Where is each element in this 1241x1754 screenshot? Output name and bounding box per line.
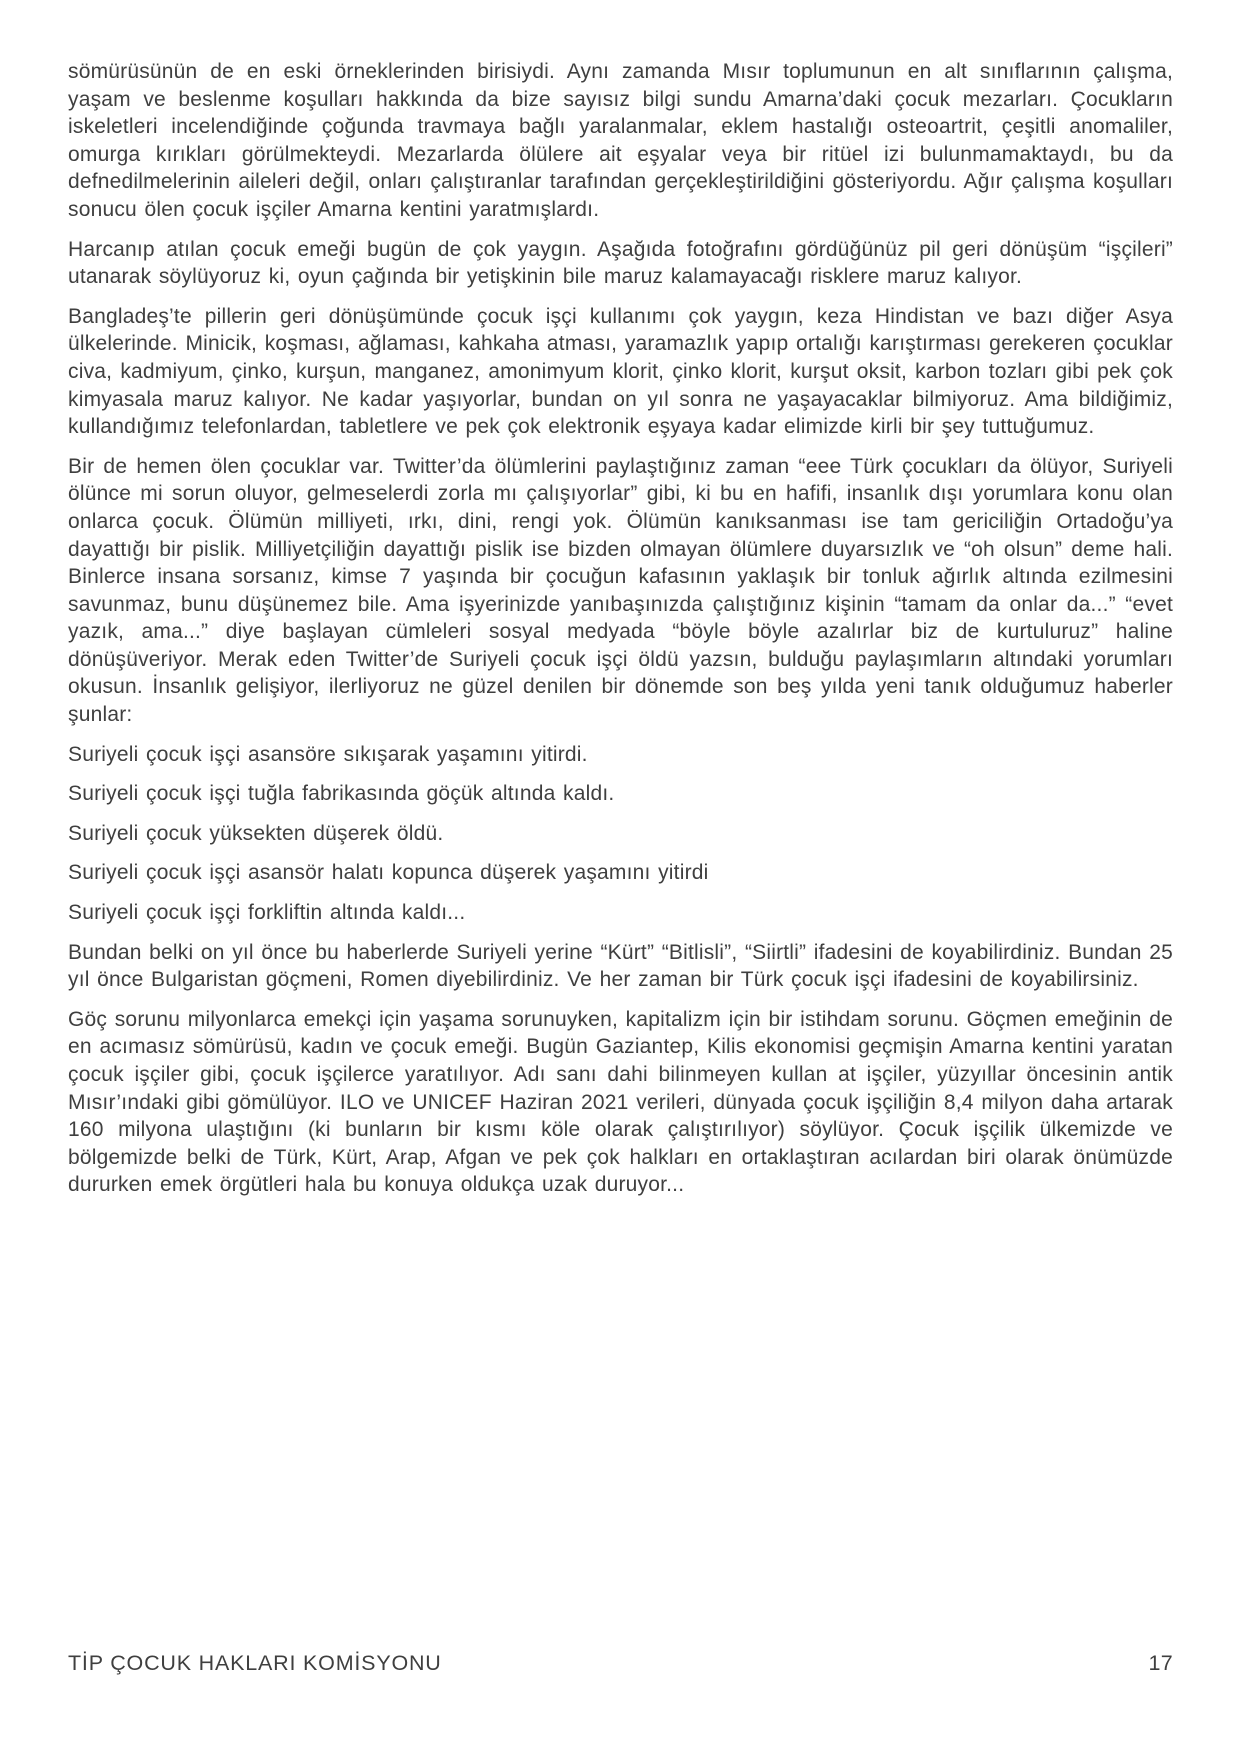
- body-paragraph: Bundan belki on yıl önce bu haberlerde Suriyeli yerine “Kürt” “Bitlisli”, “Siirtli” ifadesini de koyabilirdiniz. Bundan 25 yıl önce Bulgaristan göçmeni, Romen diyebilirdiniz. Ve her zaman bir Türk çocuk işçi ifadesini de koyabilirsiniz.: [68, 940, 1173, 992]
- footer-page-number: 17: [1148, 1651, 1173, 1675]
- body-paragraph: Suriyeli çocuk işçi asansöre sıkışarak yaşamını yitirdi.: [68, 742, 588, 766]
- body-paragraph: Suriyeli çocuk işçi forkliftin altında kaldı...: [68, 901, 466, 925]
- body-paragraph: Bir de hemen ölen çocuklar var. Twitter’da ölümlerini paylaştığınız zaman “eee Türk çocukları da ölüyor, Suriyeli ölünce mi sorun oluyor, gelmeselerdi zorla mı çalışıyorlar” gibi, ki bu en hafifi, insanlık dışı yorumlara konu olan onlarca çocuk. Ölümün milliyeti, ırkı, dini, rengi yok. Ölümün kanıksanması ise tam gericiliğin Ortadoğu’ya dayattığı bir pislik. Milliyetçiliğin dayattığı pislik ise bizden olmayan ölümlere duyarsızlık ve “oh olsun” deme hali. Binlerce insana sorsanız, kimse 7 yaşında bir çocuğun kafasının yaklaşık bir tonluk ağırlık altında ezilmesini savunmaz, bunu düşünemez bile. Ama işyerinizde yanıbaşınızda çalıştığınız kişinin “tamam da onlar da...” “evet yazık, ama...” diye başlayan cümleleri sosyal medyada “böyle böyle azalırlar biz de kurtuluruz” haline dönüşüveriyor. Merak eden Twitter’de Suriyeli çocuk işçi öldü yazsın, bulduğu paylaşımların altındaki yorumları okusun. İnsanlık gelişiyor, ilerliyoruz ne güzel denilen bir dönemde son beş yılda yeni tanık olduğumuz haberler şunlar:: [68, 454, 1173, 727]
- body-paragraph: Suriyeli çocuk yüksekten düşerek öldü.: [68, 821, 444, 845]
- footer-running-title: TİP ÇOCUK HAKLARI KOMİSYONU: [68, 1651, 442, 1675]
- body-paragraph: Suriyeli çocuk işçi asansör halatı kopunca düşerek yaşamını yitirdi: [68, 861, 709, 885]
- body-paragraph: Suriyeli çocuk işçi tuğla fabrikasında göçük altında kaldı.: [68, 782, 615, 806]
- body-paragraph: Harcanıp atılan çocuk emeği bugün de çok yaygın. Aşağıda fotoğrafını gördüğünüz pil geri dönüşüm “işçileri” utanarak söylüyoruz ki, oyun çağında bir yetişkinin bile maruz kalamayacağı risklere maruz kalıyor.: [68, 237, 1173, 289]
- body-paragraph: Göç sorunu milyonlarca emekçi için yaşama sorunuyken, kapitalizm için bir istihdam sorunu. Göçmen emeğinin de en acımasız sömürüsü, kadın ve çocuk emeği. Bugün Gaziantep, Kilis ekonomisi geçmişin Amarna kentini yaratan çocuk işçiler gibi, çocuk işçilerce yaratılıyor. Adı sanı dahi bilinmeyen kullan at işçiler, yüzyıllar öncesinin antik Mısır’ındaki gibi gömülüyor. ILO ve UNICEF Haziran 2021 verileri, dünyada çocuk işçiliğin 8,4 milyon daha artarak 160 milyona ulaştığını (ki bunların bir kısmı köle olarak çalıştırılıyor) söylüyor. Çocuk işçilik ülkemizde ve bölgemizde belki de Türk, Kürt, Arap, Afgan ve pek çok halkları en ortaklaştıran acılardan biri olarak önümüzde dururken emek örgütleri hala bu konuya oldukça uzak duruyor...: [68, 1007, 1173, 1197]
- page-footer: [68, 1651, 1173, 1676]
- body-paragraph: sömürüsünün de en eski örneklerinden birisiydi. Aynı zamanda Mısır toplumunun en alt sınıflarının çalışma, yaşam ve beslenme koşulları hakkında da bize sayısız bilgi sundu Amarna’daki çocuk mezarları. Çocukların iskeletleri incelendiğinde çoğunda travmaya bağlı yaralanmalar, eklem hastalığı osteoartrit, çeşitli anomaliler, omurga kırıkları görülmekteydi. Mezarlarda ölülere ait eşyalar veya bir ritüel izi bulunmamaktaydı, bu da defnedilmelerinin aileleri değil, onları çalıştıranlar tarafından gerçekleştirildiğini gösteriyordu. Ağır çalışma koşulları sonucu ölen çocuk işçiler Amarna kentini yaratmışlardı.: [68, 60, 1173, 221]
- body-text-column: [68, 58, 1173, 1199]
- body-paragraph: Bangladeş’te pillerin geri dönüşümünde çocuk işçi kullanımı çok yaygın, keza Hindistan ve bazı diğer Asya ülkelerinde. Minicik, koşması, ağlaması, kahkaha atması, yaramazlık yapıp ortalığı karıştırması gerekeren çocuklar civa, kadmiyum, çinko, kurşun, manganez, amonimyum klorit, çinko klorit, kurşut oksit, karbon tozları gibi pek çok kimyasala maruz kalıyor. Ne kadar yaşıyorlar, bundan on yıl sonra ne yaşayacaklar bilmiyoruz. Ama bildiğimiz, kullandığımız telefonlardan, tabletlere ve pek çok elektronik eşyaya kadar elimizde kirli bir şey tuttuğumuz.: [68, 304, 1173, 439]
